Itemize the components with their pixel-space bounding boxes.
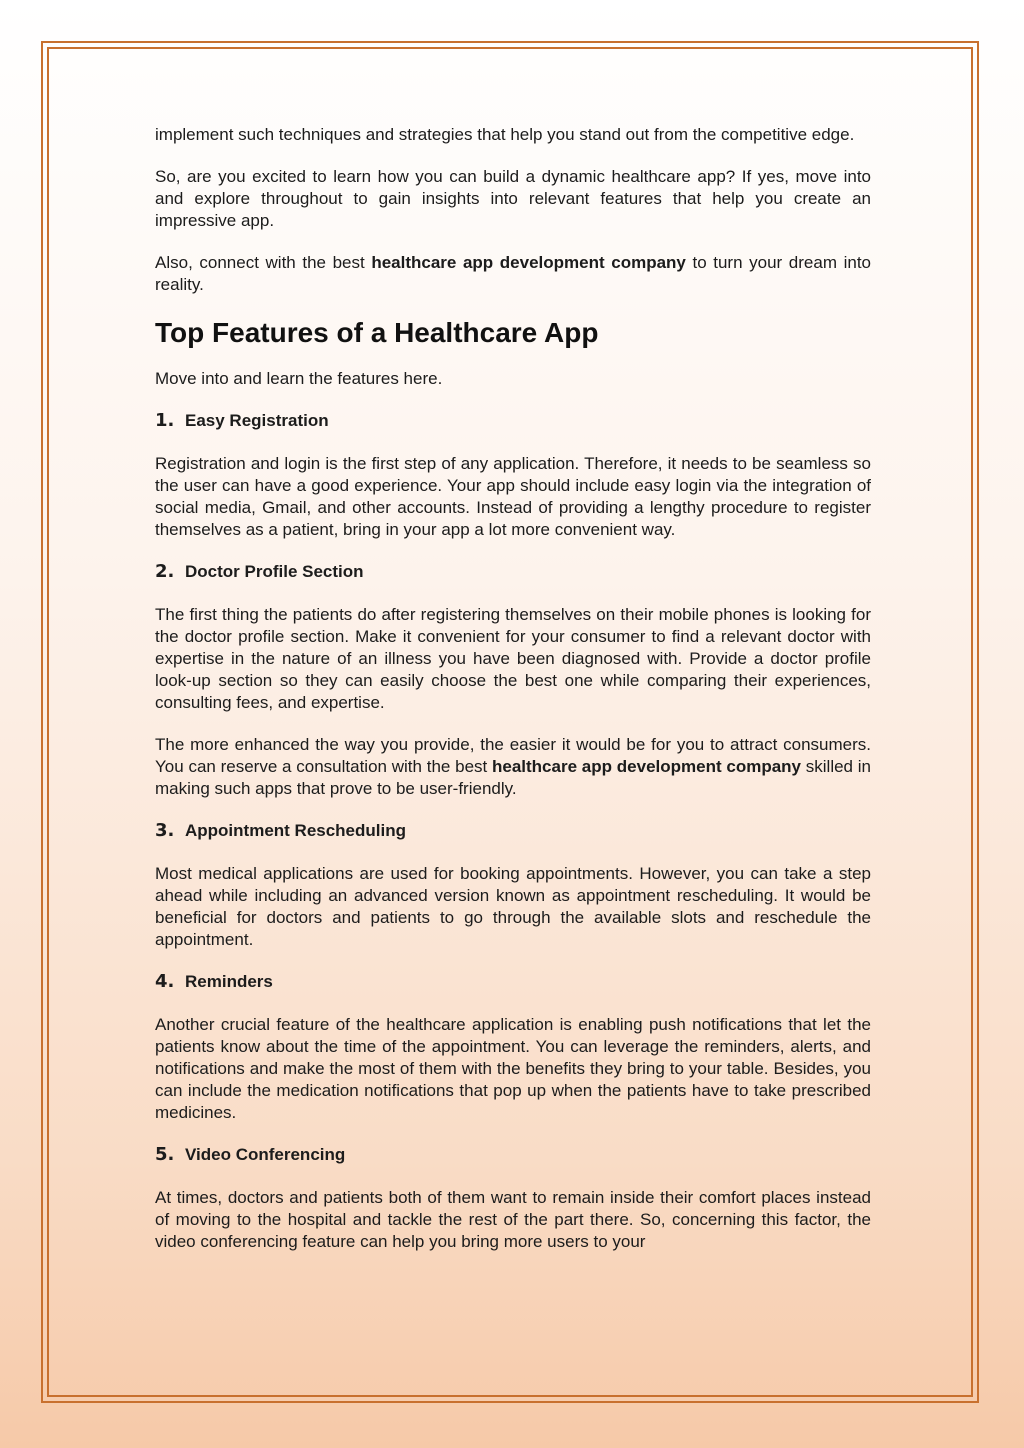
intro-paragraph-2: So, are you excited to learn how you can build a dynamic healthcare app? If yes, move into and explore throughout to gain insights into relevant features that help you create an impressive app. — [155, 167, 871, 230]
feature-title-2: Doctor Profile Section — [185, 562, 364, 581]
company-link-text-1: healthcare app development company — [371, 253, 686, 272]
feature-number-5: 5. — [155, 1144, 175, 1165]
feature-body-5: At times, doctors and patients both of them want to remain inside their comfort places instead of moving to the hospital and tackle the rest of the part there. So, concerning this factor, the video conferencing feature can help you bring more users to your — [155, 1188, 871, 1251]
feature-number-4: 4. — [155, 971, 175, 992]
intro-paragraph-3-end: to turn your dream into reality. — [155, 253, 871, 294]
feature-title-3: Appointment Rescheduling — [185, 821, 406, 840]
feature-heading-1 — [155, 410, 871, 432]
feature-title-4: Reminders — [185, 972, 273, 991]
feature-heading-5 — [155, 1144, 871, 1166]
feature-body-2-extra — [155, 734, 871, 800]
feature-body-2: The first thing the patients do after registering themselves on their mobile phones is looking for the doctor profile section. Make it convenient for your consumer to find a relevant doctor with expertise in the nature of an illness you have been diagnosed with. Provide a doctor profile look-up section so they can easily choose the best one while comparing their experiences, consulting fees, and expertise. — [155, 605, 871, 712]
feature-body-2-extra-end: skilled in making such apps that prove to be user-friendly. — [155, 757, 871, 798]
intro-paragraph-3-start: Also, connect with the best — [155, 253, 372, 272]
section-title: Top Features of a Healthcare App — [155, 317, 599, 348]
feature-number-1: 1. — [155, 410, 175, 431]
feature-body-1: Registration and login is the first step of any application. Therefore, it needs to be seamless so the user can have a good experience. Your app should include easy login via the integration of social media, Gmail, and other accounts. Instead of providing a lengthy procedure to register themselves as a patient, bring in your app a lot more convenient way. — [155, 454, 871, 539]
feature-heading-2 — [155, 561, 871, 583]
intro-paragraph-1: implement such techniques and strategies that help you stand out from the competitive edge. — [155, 125, 855, 144]
document-body — [155, 124, 871, 1253]
section-lead: Move into and learn the features here. — [155, 369, 443, 388]
feature-body-4: Another crucial feature of the healthcare application is enabling push notifications that let the patients know about the time of the appointment. You can leverage the reminders, alerts, and notifications and make the most of them with the benefits they bring to your table. Besides, you can include the medication notifications that pop up when the patients have to take prescribed medicines. — [155, 1015, 871, 1122]
company-link-text-2: healthcare app development company — [492, 757, 802, 776]
feature-body-2-extra-start: The more enhanced the way you provide, the easier it would be for you to attract consumers. You can reserve a consultation with the best — [155, 735, 871, 776]
intro-paragraph-3 — [155, 252, 871, 296]
feature-title-5: Video Conferencing — [185, 1145, 346, 1164]
feature-body-3: Most medical applications are used for booking appointments. However, you can take a step ahead while including an advanced version known as appointment rescheduling. It would be beneficial for doctors and patients to go through the available slots and reschedule the appointment. — [155, 864, 871, 949]
feature-number-2: 2. — [155, 561, 175, 582]
feature-number-3: 3. — [155, 820, 175, 841]
feature-heading-4 — [155, 971, 871, 993]
feature-title-1: Easy Registration — [185, 411, 329, 430]
feature-heading-3 — [155, 820, 871, 842]
